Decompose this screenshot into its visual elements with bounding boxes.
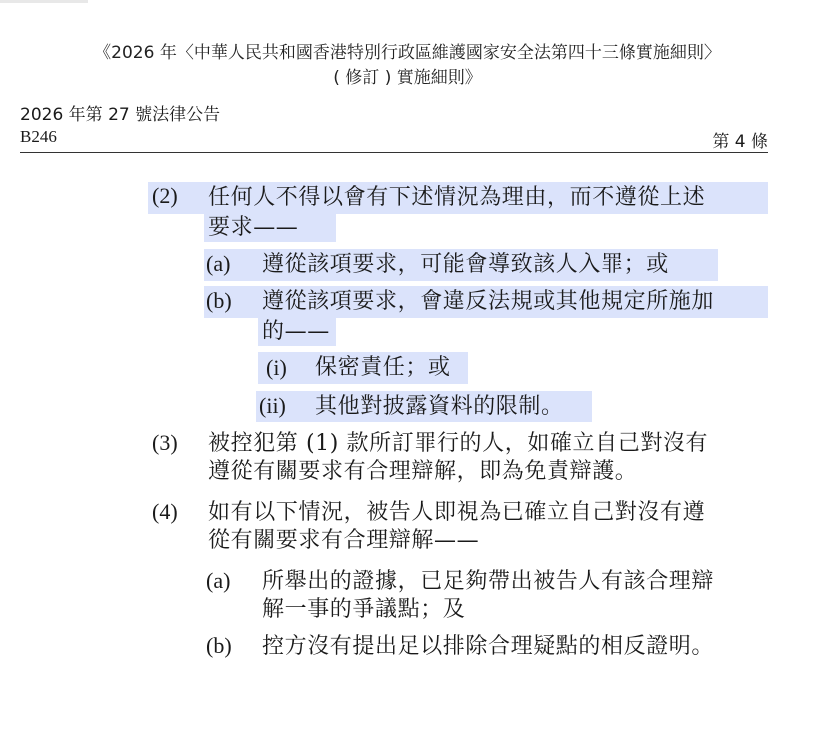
subparagraph-text: 其他對披露資料的限制。 [315,394,564,419]
document-title-line-1: 《2026 年〈中華人民共和國香港特別行政區維護國家安全法第四十三條實施細則〉 [94,43,721,63]
paragraph-text-line: 遵從該項要求，會違反法規或其他規定所施加 [262,289,715,314]
subsection-number: (2) [152,183,178,208]
subsection-text-line: 要求—— [208,215,299,240]
paragraph-text-line: 的—— [262,319,330,344]
gazette-number: 2026 年第 27 號法律公告 [20,105,221,125]
subsection-text-line: 如有以下情況，被告人即視為已確立自己對沒有遵 [208,500,706,525]
header-rule [20,152,768,153]
subparagraph-text: 保密責任；或 [315,355,451,380]
corner-mark [0,0,88,3]
document-title-line-2: ( 修訂 ) 實施細則》 [333,68,482,88]
page-number: B246 [20,127,57,146]
subsection-number: (3) [152,430,178,455]
subsection-number: (4) [152,499,178,524]
paragraph-number: (a) [206,568,231,593]
section-number: 第 4 條 [712,132,768,152]
paragraph-text: 遵從該項要求，可能會導致該人入罪；或 [262,252,669,277]
subsection-text-line: 遵從有關要求有合理辯解，即為免責辯護。 [208,459,638,484]
paragraph-number: (b) [206,633,232,658]
subsection-text-line: 任何人不得以會有下述情況為理由，而不遵從上述 [208,185,706,210]
paragraph-text-line: 所舉出的證據，已足夠帶出被告人有該合理辯 [262,569,715,594]
paragraph-text: 控方沒有提出足以排除合理疑點的相反證明。 [262,634,715,659]
subparagraph-number: (ii) [259,393,286,418]
paragraph-number: (b) [206,288,232,313]
paragraph-number: (a) [206,251,231,276]
paragraph-text-line: 解一事的爭議點；及 [262,597,466,622]
subsection-text-line: 被控犯第 (1) 款所訂罪行的人，如確立自己對沒有 [208,431,709,456]
subsection-text-line: 從有關要求有合理辯解—— [208,528,480,553]
subparagraph-number: (i) [266,355,287,380]
